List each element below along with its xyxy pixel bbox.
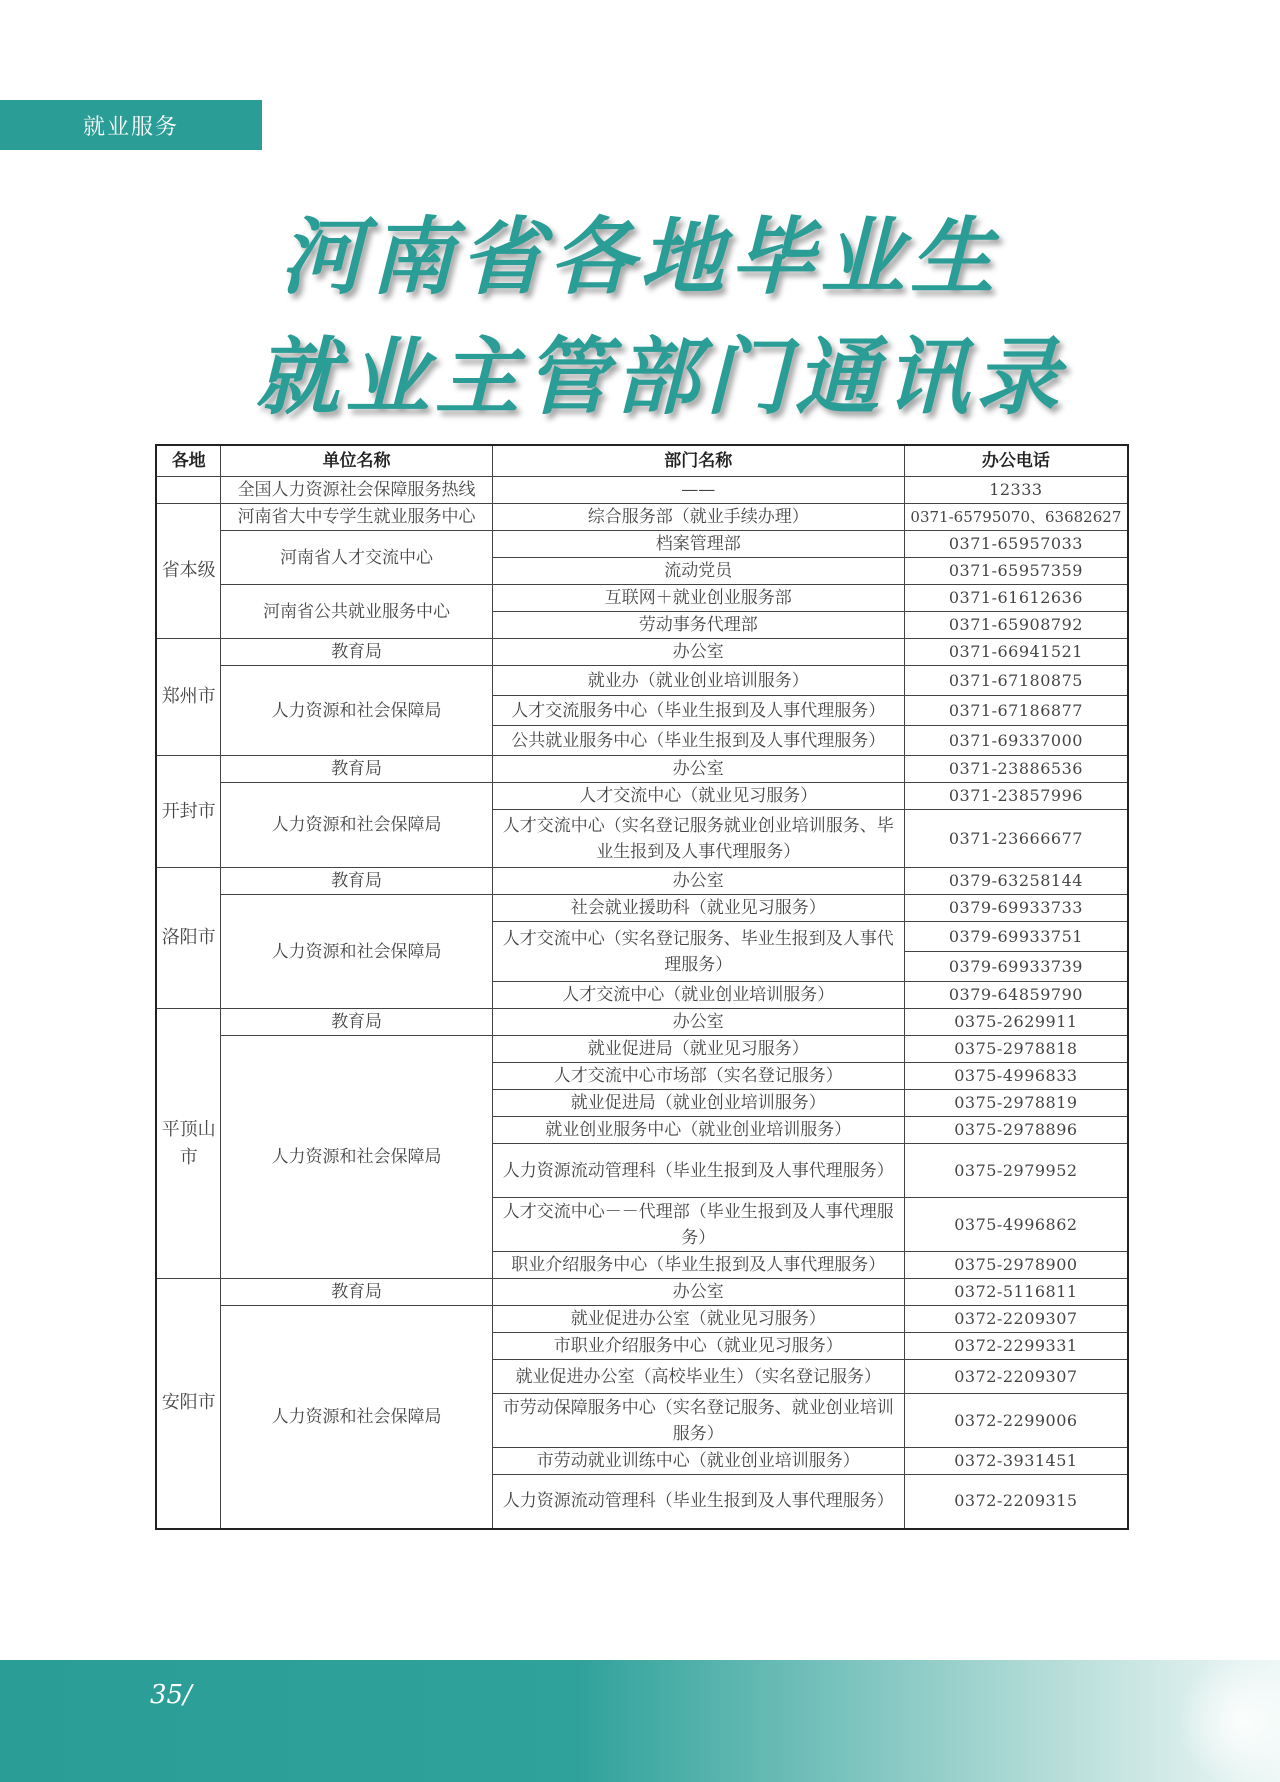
phone-cell: 0371-23857996: [904, 783, 1128, 810]
table-row: [156, 531, 1128, 558]
department-cell: 市职业介绍服务中心（就业见习服务）: [492, 1333, 904, 1360]
footer-band: [0, 1660, 1280, 1782]
unit-cell: 人力资源和社会保障局: [221, 783, 492, 868]
header-department: 部门名称: [492, 445, 904, 477]
unit-cell: 教育局: [221, 639, 492, 666]
page-number: 35/: [150, 1680, 192, 1710]
region-cell: 省本级: [156, 504, 221, 639]
phone-cell: 0372-2299331: [904, 1333, 1128, 1360]
phone-cell: 0375-2979952: [904, 1144, 1128, 1198]
department-cell: 就业促进局（就业创业培训服务）: [492, 1090, 904, 1117]
phone-cell: 0371-65957359: [904, 558, 1128, 585]
department-cell: 办公室: [492, 1009, 904, 1036]
department-cell: 就业办（就业创业培训服务）: [492, 666, 904, 696]
department-cell: 人力资源流动管理科（毕业生报到及人事代理服务）: [492, 1475, 904, 1529]
table-row: [156, 1009, 1128, 1036]
unit-cell: 人力资源和社会保障局: [221, 895, 492, 1009]
unit-cell: 教育局: [221, 1279, 492, 1306]
unit-cell: 教育局: [221, 1009, 492, 1036]
department-cell: 市劳动就业训练中心（就业创业培训服务）: [492, 1448, 904, 1475]
table-row: [156, 1306, 1128, 1333]
phone-cell: 0372-2209315: [904, 1475, 1128, 1529]
phone-cell: 0372-3931451: [904, 1448, 1128, 1475]
department-cell: 社会就业援助科（就业见习服务）: [492, 895, 904, 922]
unit-cell: 全国人力资源社会保障服务热线: [221, 477, 492, 504]
footer-glow: [1160, 1660, 1280, 1782]
department-cell: 职业介绍服务中心（毕业生报到及人事代理服务）: [492, 1252, 904, 1279]
phone-cell: 0371-23666677: [904, 810, 1128, 868]
department-cell: 就业促进办公室（就业见习服务）: [492, 1306, 904, 1333]
phone-cell: 0379-69933739: [904, 952, 1128, 982]
table-row: [156, 504, 1128, 531]
region-cell: 开封市: [156, 756, 221, 868]
department-cell: 人才交流中心（实名登记服务、毕业生报到及人事代理服务）: [492, 922, 904, 982]
department-cell: 市劳动保障服务中心（实名登记服务、就业创业培训服务）: [492, 1394, 904, 1448]
department-cell: 公共就业服务中心（毕业生报到及人事代理服务）: [492, 726, 904, 756]
phone-cell: 0375-4996862: [904, 1198, 1128, 1252]
page-title-line2: 就业主管部门通讯录: [254, 328, 1065, 426]
table-row: [156, 477, 1128, 504]
department-cell: 办公室: [492, 868, 904, 895]
unit-cell: 河南省大中专学生就业服务中心: [221, 504, 492, 531]
phone-cell: 0372-2299006: [904, 1394, 1128, 1448]
phone-cell: 0372-2209307: [904, 1360, 1128, 1394]
phone-cell: 0375-2978818: [904, 1036, 1128, 1063]
department-cell: 人才交流中心－－代理部（毕业生报到及人事代理服务）: [492, 1198, 904, 1252]
section-tab: 就业服务: [0, 100, 262, 150]
page-title-line1: 河南省各地毕业生: [279, 208, 1000, 306]
phone-cell: 0371-69337000: [904, 726, 1128, 756]
phone-cell: 0379-69933733: [904, 895, 1128, 922]
department-cell: 人力资源流动管理科（毕业生报到及人事代理服务）: [492, 1144, 904, 1198]
header-unit: 单位名称: [221, 445, 492, 477]
department-cell: 办公室: [492, 639, 904, 666]
department-cell: 档案管理部: [492, 531, 904, 558]
unit-cell: 人力资源和社会保障局: [221, 666, 492, 756]
department-cell: 人才交流中心（实名登记服务就业创业培训服务、毕业生报到及人事代理服务）: [492, 810, 904, 868]
table-row: [156, 666, 1128, 696]
table-row: [156, 895, 1128, 922]
phone-cell: 0375-2629911: [904, 1009, 1128, 1036]
phone-cell: 0371-65957033: [904, 531, 1128, 558]
department-cell: 办公室: [492, 1279, 904, 1306]
region-cell: 安阳市: [156, 1279, 221, 1529]
department-cell: 就业促进办公室（高校毕业生）（实名登记服务）: [492, 1360, 904, 1394]
phone-cell: 0371-67186877: [904, 696, 1128, 726]
table-row: [156, 756, 1128, 783]
department-cell: ——: [492, 477, 904, 504]
department-cell: 综合服务部（就业手续办理）: [492, 504, 904, 531]
region-cell: 郑州市: [156, 639, 221, 756]
table-row: [156, 1036, 1128, 1063]
phone-cell: 0372-5116811: [904, 1279, 1128, 1306]
department-cell: 劳动事务代理部: [492, 612, 904, 639]
table-row: [156, 585, 1128, 612]
department-cell: 人才交流服务中心（毕业生报到及人事代理服务）: [492, 696, 904, 726]
phone-cell: 0375-2978819: [904, 1090, 1128, 1117]
phone-cell: 0379-63258144: [904, 868, 1128, 895]
region-cell: 平顶山市: [156, 1009, 221, 1279]
table-row: [156, 639, 1128, 666]
phone-cell: 0371-65908792: [904, 612, 1128, 639]
unit-cell: 人力资源和社会保障局: [221, 1306, 492, 1529]
table-header-row: [156, 445, 1128, 477]
unit-cell: 河南省人才交流中心: [221, 531, 492, 585]
department-cell: 互联网＋就业创业服务部: [492, 585, 904, 612]
phone-cell: 0375-4996833: [904, 1063, 1128, 1090]
unit-cell: 教育局: [221, 756, 492, 783]
phone-cell: 0371-67180875: [904, 666, 1128, 696]
unit-cell: 河南省公共就业服务中心: [221, 585, 492, 639]
unit-cell: 人力资源和社会保障局: [221, 1036, 492, 1279]
phone-cell: 0371-65795070、63682627: [904, 504, 1128, 531]
phone-cell: 0371-23886536: [904, 756, 1128, 783]
table-row: [156, 783, 1128, 810]
region-cell: [156, 477, 221, 504]
phone-cell: 0371-61612636: [904, 585, 1128, 612]
department-cell: 流动党员: [492, 558, 904, 585]
phone-cell: 0375-2978900: [904, 1252, 1128, 1279]
department-cell: 就业促进局（就业见习服务）: [492, 1036, 904, 1063]
phone-cell: 0375-2978896: [904, 1117, 1128, 1144]
phone-cell: 0379-69933751: [904, 922, 1128, 952]
header-phone: 办公电话: [904, 445, 1128, 477]
department-cell: 人才交流中心市场部（实名登记服务）: [492, 1063, 904, 1090]
department-cell: 办公室: [492, 756, 904, 783]
unit-cell: 教育局: [221, 868, 492, 895]
phone-cell: 0371-66941521: [904, 639, 1128, 666]
department-cell: 人才交流中心（就业见习服务）: [492, 783, 904, 810]
contact-directory-table: [155, 444, 1129, 1530]
phone-cell: 0379-64859790: [904, 982, 1128, 1009]
phone-cell: 12333: [904, 477, 1128, 504]
department-cell: 就业创业服务中心（就业创业培训服务）: [492, 1117, 904, 1144]
phone-cell: 0372-2209307: [904, 1306, 1128, 1333]
header-region: 各地: [156, 445, 221, 477]
department-cell: 人才交流中心（就业创业培训服务）: [492, 982, 904, 1009]
table-row: [156, 1279, 1128, 1306]
table-row: [156, 868, 1128, 895]
region-cell: 洛阳市: [156, 868, 221, 1009]
